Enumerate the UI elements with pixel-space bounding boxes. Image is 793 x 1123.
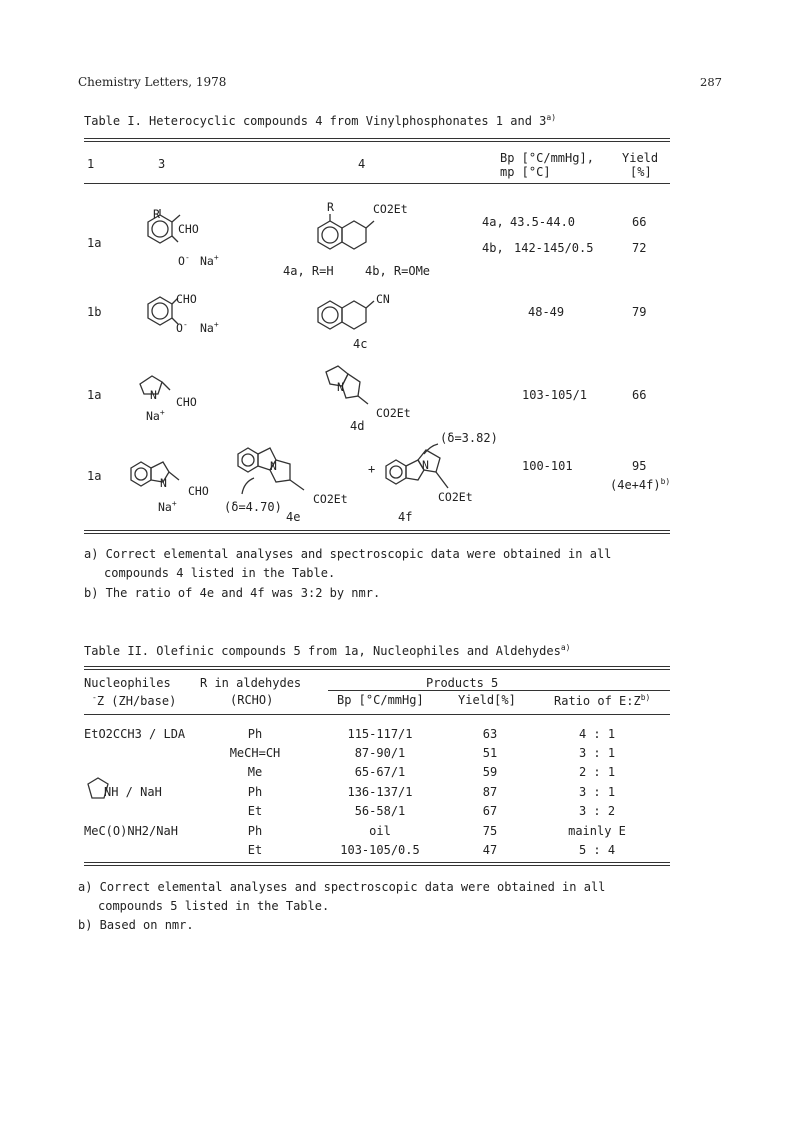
t2-row2-bp: 87-90/1 [354, 746, 406, 760]
t2-row7-r: Et [247, 843, 263, 857]
t1-row4-p-CO2Et-f: CO2Et [438, 490, 473, 504]
t1-note-a-cont: compounds 4 listed in the Table. [104, 566, 336, 580]
t1-row1-yield-b: 72 [632, 241, 647, 255]
journal-header: Chemistry Letters, 1978 [78, 75, 227, 89]
t2-row5-ratio: 3 : 2 [578, 804, 616, 818]
t1-row1-p-R: R [327, 200, 334, 214]
t1-row1-caption-a: 4a, R=H [283, 264, 334, 278]
t1-row4-label-f: 4f [398, 510, 413, 524]
t1-row4-s-Na: Na+ [158, 499, 177, 514]
t2-note-a-cont: compounds 5 listed in the Table. [98, 899, 330, 913]
t2-row7-ratio: 5 : 4 [578, 843, 616, 857]
t2-nuc-b: NH / NaH [104, 785, 162, 799]
t2-nuc-c: MeC(O)NH2/NaH [84, 824, 178, 838]
t2-header-yield: Yield[%] [458, 693, 516, 707]
t1-row2-s-Na: Na+ [200, 320, 219, 335]
t1-row3-yield: 66 [632, 388, 647, 402]
t2-row6-ratio: mainly E [568, 824, 626, 838]
t1-row3-bp: 103-105/1 [522, 388, 588, 402]
t1-row1-s-R: R [153, 207, 160, 221]
t2-row5-r: Et [247, 804, 263, 818]
t1-row3-s-Na: Na+ [146, 408, 165, 423]
t1-row3-label: 4d [350, 419, 365, 433]
table2-bottom-rule [84, 862, 670, 863]
t2-row4-yield: 87 [482, 785, 498, 799]
t1-row2-s-O: O- [176, 320, 188, 335]
t2-header-r2: (RCHO) [230, 693, 274, 707]
t1-header-4: 4 [358, 157, 366, 171]
t1-row3-s-CHO: CHO [176, 395, 197, 409]
t1-row4-yield: 95 [632, 459, 647, 473]
t1-row2-reagent: 1b [87, 305, 102, 319]
t1-row4-s-N: N [160, 476, 167, 490]
t2-row1-bp: 115-117/1 [347, 727, 413, 741]
t1-row1-yield-a: 66 [632, 215, 647, 229]
t2-row3-r: Me [247, 765, 263, 779]
t1-row1-s-Na: Na+ [200, 253, 219, 268]
t2-row3-bp: 65-67/1 [354, 765, 406, 779]
t1-row3-reagent: 1a [87, 388, 102, 402]
t1-row2-s-CHO: CHO [176, 292, 197, 306]
t1-header-yield-unit: [%] [630, 165, 652, 179]
t2-row4-r: Ph [247, 785, 263, 799]
t2-header-r1: R in aldehydes [200, 676, 302, 690]
t1-note-a: a) Correct elemental analyses and spectroscopic data were obtained in all [84, 547, 612, 561]
t1-row1-s-CHO: CHO [178, 222, 199, 236]
table2-top-rule [84, 666, 670, 667]
table2-bottom-rule-2 [84, 865, 670, 866]
t2-row2-yield: 51 [482, 746, 498, 760]
t1-row4-plus: + [368, 462, 376, 476]
t1-row2-label: 4c [353, 337, 368, 351]
t2-products-rule [328, 690, 670, 691]
t2-row7-bp: 103-105/0.5 [340, 843, 420, 857]
page-number: 287 [700, 75, 722, 89]
t1-row4-yield-note: $(4e+4f)^{b)}$ [610, 477, 671, 492]
table1-caption: Table I. Heterocyclic compounds 4 from Vinylphosphonates 1 and 3$^{a)}$ [84, 113, 557, 128]
t1-row4-p-CO2Et-e: CO2Et [313, 492, 348, 506]
t2-row6-yield: 75 [482, 824, 498, 838]
table1-header-rule [84, 183, 670, 184]
t2-nuc-a: EtO2CCH3 / LDA [84, 727, 186, 741]
table1-top-rule-2 [84, 141, 670, 142]
t1-row4-delta-f: (δ=3.82) [440, 431, 498, 445]
table2-top-rule-2 [84, 669, 670, 670]
t1-row4-label-e: 4e [286, 510, 301, 524]
t1-row1-bp-b: 142-145/0.5 [514, 241, 594, 255]
table1-top-rule [84, 138, 670, 139]
t1-header-mp: mp [°C] [500, 165, 551, 179]
table2-caption: Table II. Olefinic compounds 5 from 1a, Nucleophiles and Aldehydes$^{a)}$ [84, 643, 571, 658]
t1-row2-p-CN: CN [376, 292, 390, 306]
table1-bottom-rule [84, 530, 670, 531]
t1-row3-s-N: N [150, 388, 157, 402]
t2-row3-yield: 59 [482, 765, 498, 779]
t2-row4-bp: 136-137/1 [347, 785, 413, 799]
t1-row1-label-a: 4a, [482, 215, 504, 229]
t2-row6-bp: oil [369, 824, 391, 838]
t2-row2-r: MeCH=CH [229, 746, 281, 760]
t2-row6-r: Ph [247, 824, 263, 838]
t2-header-bp: Bp [°C/mmHg] [337, 693, 424, 707]
t2-row1-ratio: 4 : 1 [578, 727, 616, 741]
t2-row7-yield: 47 [482, 843, 498, 857]
t1-row4-s-CHO: CHO [188, 484, 209, 498]
t2-row4-ratio: 3 : 1 [578, 785, 616, 799]
t2-note-b: b) Based on nmr. [78, 918, 194, 932]
table2-header-rule [84, 714, 670, 715]
t1-header-1: 1 [87, 157, 95, 171]
t2-row5-yield: 67 [482, 804, 498, 818]
table1-bottom-rule-2 [84, 533, 670, 534]
t2-row5-bp: 56-58/1 [354, 804, 406, 818]
t1-row1-label-b: 4b, [482, 241, 504, 255]
t1-row4-reagent: 1a [87, 469, 102, 483]
t2-header-ratio: Ratio of $E:Z^{b)}$ [554, 693, 651, 708]
t1-row1-p-CO2Et: CO2Et [373, 202, 408, 216]
t1-row4-delta-e: (δ=4.70) [224, 500, 282, 514]
t1-row2-yield: 79 [632, 305, 647, 319]
t1-row1-caption-b: 4b, R=OMe [365, 264, 431, 278]
t1-header-yield: Yield [622, 151, 659, 165]
t1-row1-s-O: O- [178, 253, 190, 268]
t1-row4-p-N-e: N [270, 459, 277, 473]
t1-row3-p-N: N [337, 380, 344, 394]
t1-header-bp: Bp [°C/mmHg], [500, 151, 594, 165]
t2-header-products: Products 5 [426, 676, 499, 690]
t2-row1-r: Ph [247, 727, 263, 741]
t1-row2-bp: 48-49 [528, 305, 565, 319]
t2-row1-yield: 63 [482, 727, 498, 741]
t2-header-nuc1: Nucleophiles [84, 676, 171, 690]
t2-note-a: a) Correct elemental analyses and spectroscopic data were obtained in all [78, 880, 606, 894]
t1-row4-bp: 100-101 [522, 459, 573, 473]
t2-row2-ratio: 3 : 1 [578, 746, 616, 760]
t1-row1-reagent: 1a [87, 236, 102, 250]
t1-row4-p-N-f: N [422, 458, 429, 472]
t1-row3-p-CO2Et: CO2Et [376, 406, 411, 420]
t2-row3-ratio: 2 : 1 [578, 765, 616, 779]
t1-note-b: b) The ratio of 4e and 4f was 3:2 by nmr. [84, 586, 381, 600]
t1-row1-bp-a: 43.5-44.0 [510, 215, 576, 229]
t2-header-nuc2: -Z (ZH/base) [92, 693, 177, 708]
t1-header-3: 3 [158, 157, 166, 171]
